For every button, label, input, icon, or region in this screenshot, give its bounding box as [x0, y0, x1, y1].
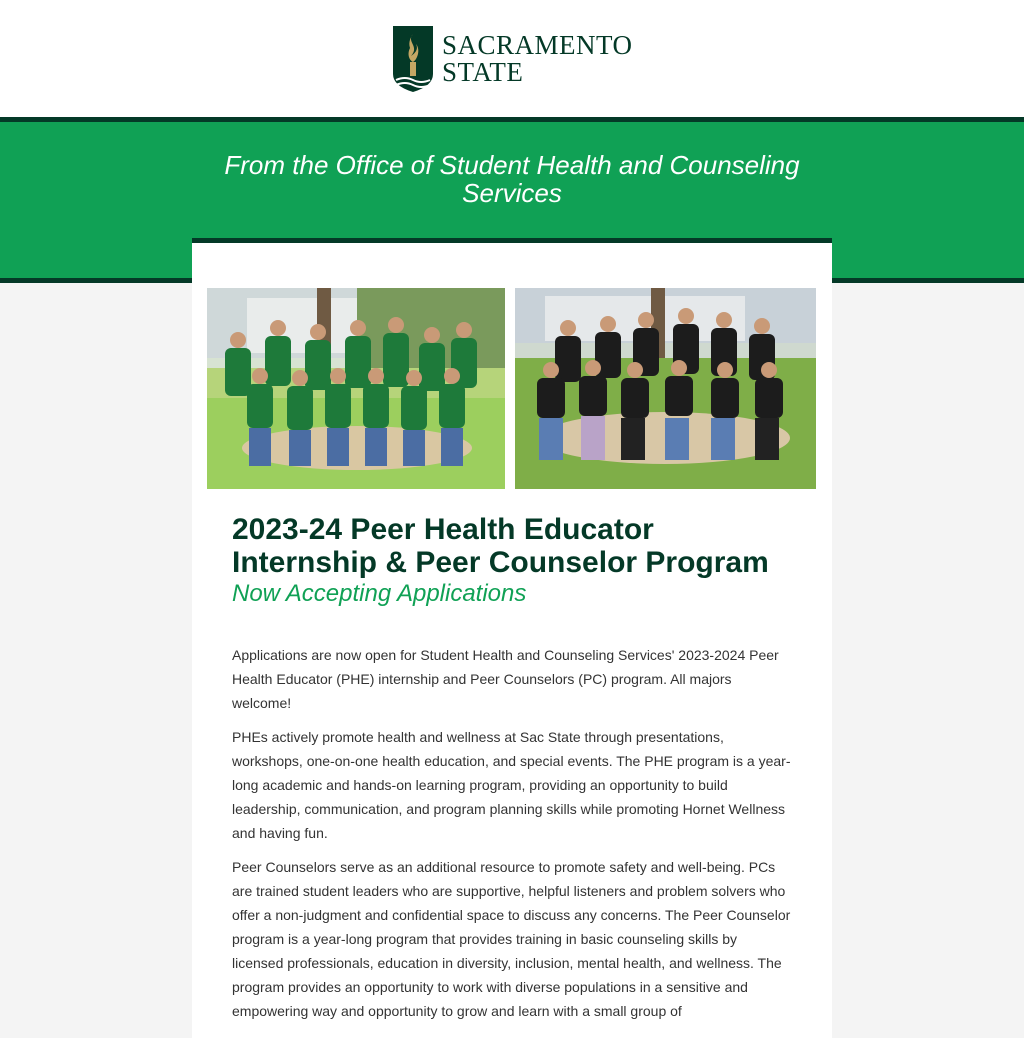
body-paragraph: PHEs actively promote health and wellness at Sac State through presentations, workshops, one-on-one health education, and special events. The PHE program is a year-long academic and hands-on learning program, providing an opportunity to build leadership, communication, and program planning skills while promoting Hornet Wellness and having fun. [232, 729, 791, 841]
banner-title: From the Office of Student Health and Counseling Services [224, 150, 800, 208]
logo-wordmark [442, 32, 633, 86]
article-subhead: Now Accepting Applications [232, 580, 527, 607]
group-photo-black-shirts-image [515, 288, 816, 489]
email-header [0, 0, 1024, 117]
sacramento-state-logo[interactable] [390, 24, 650, 96]
body-paragraph: Applications are now open for Student Health and Counseling Services' 2023-2024 Peer Health Educator (PHE) internship and Peer Counselors (PC) program. All majors welcome! [232, 647, 779, 711]
article-content [232, 513, 792, 1033]
logo-line-1: SACRAMENTO [442, 30, 633, 60]
content-card [192, 238, 832, 1038]
logo-line-2: STATE [442, 57, 524, 87]
torch-shield-icon [390, 24, 436, 94]
card-top-divider [192, 238, 832, 243]
article-headline: 2023-24 Peer Health Educator Internship & Peer Counselor Program [232, 513, 769, 579]
body-paragraph: Peer Counselors serve as an additional resource to promote safety and well-being. PCs are trained student leaders who are supportive, helpful listeners and problem solvers who offer a non-judgment and confidential space to discuss any concerns. The Peer Counselor program is a year-long program that provides training in basic counseling skills by licensed professionals, education in diversity, inclusion, mental health, and wellness. The program provides an opportunity to work with diverse populations in a sensitive and empowering way and opportunity to grow and learn with a small group of [232, 859, 791, 1019]
group-photo-green-shirts-image [207, 288, 505, 489]
article-body [232, 643, 792, 1023]
